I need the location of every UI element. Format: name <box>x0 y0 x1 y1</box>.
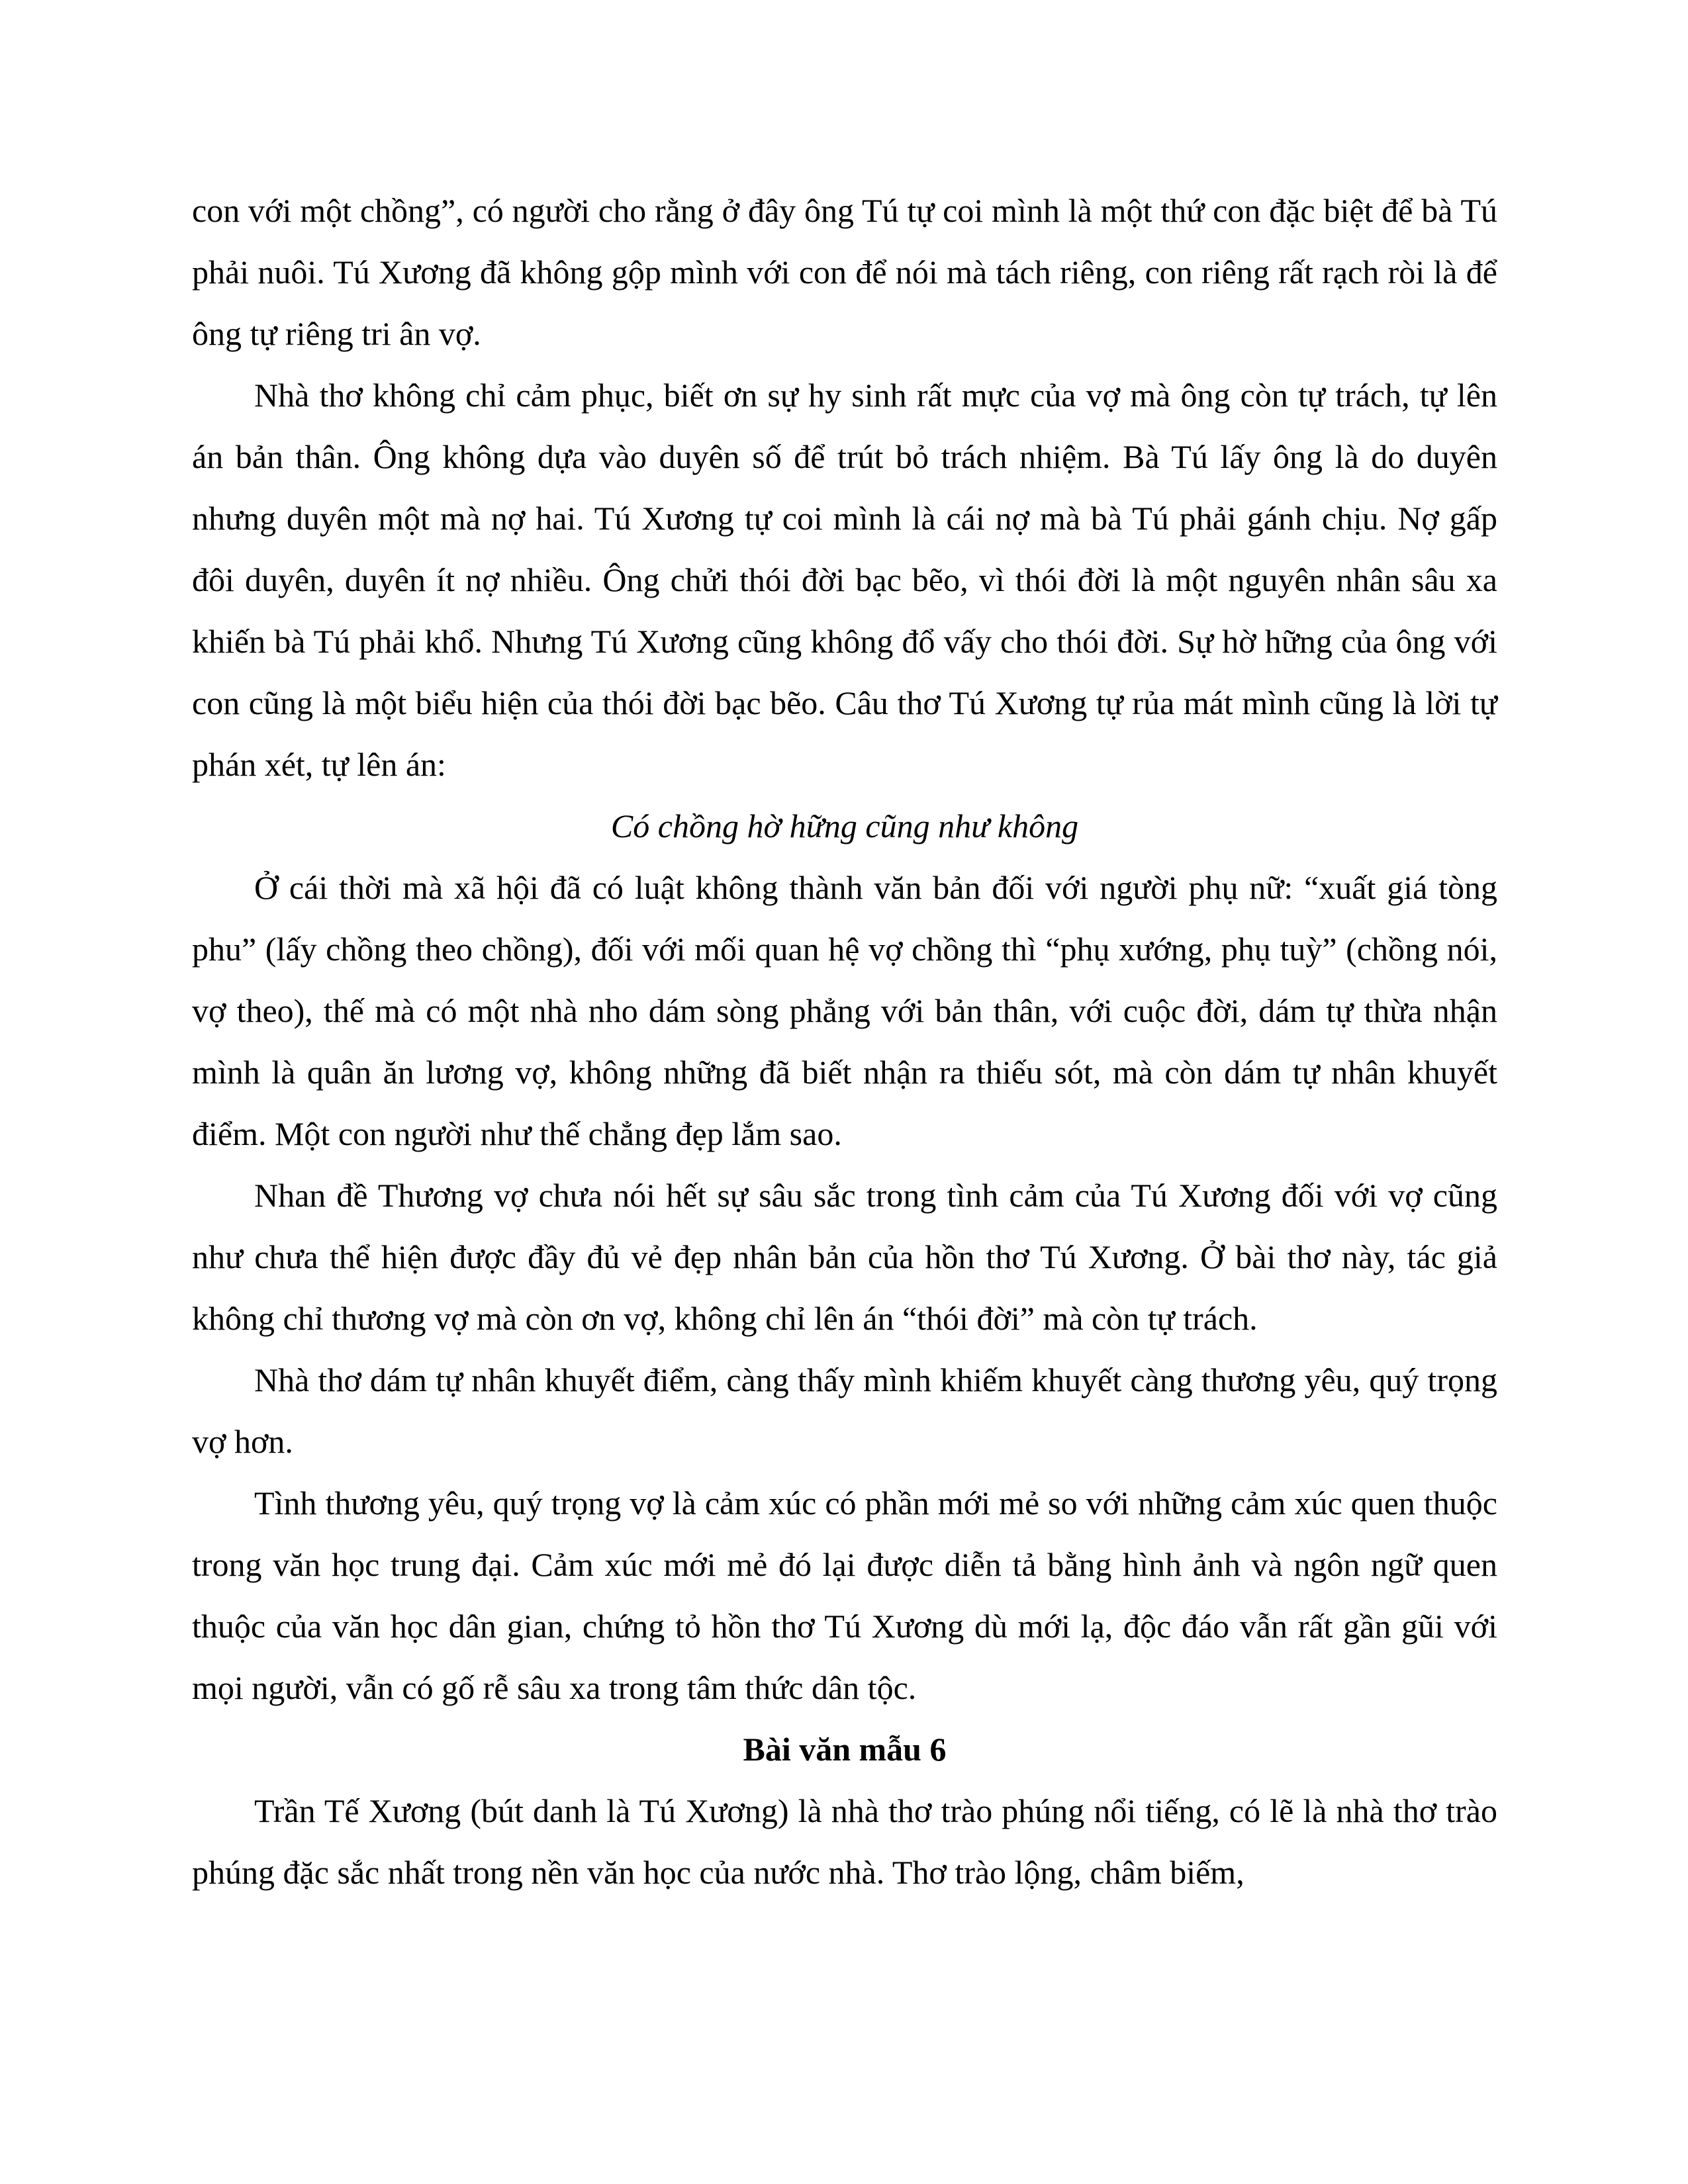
paragraph-2: Nhà thơ không chỉ cảm phục, biết ơn sự hy sinh rất mực của vợ mà ông còn tự trách, tự lên án bản thân. Ông không dựa vào duyên số để trút bỏ trách nhiệm. Bà Tú lấy ông là do duyên nhưng duyên một mà nợ hai. Tú Xương tự coi mình là cái nợ mà bà Tú phải gánh chịu. Nợ gấp đôi duyên, duyên ít nợ nhiều. Ông chửi thói đời bạc bẽo, vì thói đời là một nguyên nhân sâu xa khiến bà Tú phải khổ. Nhưng Tú Xương cũng không đổ vấy cho thói đời. Sự hờ hững của ông với con cũng là một biểu hiện của thói đời bạc bẽo. Câu thơ Tú Xương tự rủa mát mình cũng là lời tự phán xét, tự lên án: <box>192 377 1497 783</box>
section-heading: Bài văn mẫu 6 <box>743 1731 947 1768</box>
paragraph-3: Ở cái thời mà xã hội đã có luật không thành văn bản đối với người phụ nữ: “xuất giá tòng phu” (lấy chồng theo chồng), đối với mối quan hệ vợ chồng thì “phụ xướng, phụ tuỳ” (chồng nói, vợ theo), thế mà có một nhà nho dám sòng phẳng với bản thân, với cuộc đời, dám tự thừa nhận mình là quân ăn lương vợ, không những đã biết nhận ra thiếu sót, mà còn dám tự nhân khuyết điểm. Một con người như thế chẳng đẹp lắm sao. <box>192 869 1497 1152</box>
paragraph-1: con với một chồng”, có người cho rằng ở đây ông Tú tự coi mình là một thứ con đặc biệt để bà Tú phải nuôi. Tú Xương đã không gộp mình với con để nói mà tách riêng, con riêng rất rạch ròi là để ông tự riêng tri ân vợ. <box>192 192 1497 352</box>
verse-line: Có chồng hờ hững cũng như không <box>610 807 1079 844</box>
document-page <box>192 180 1497 1903</box>
paragraph-6: Tình thương yêu, quý trọng vợ là cảm xúc có phần mới mẻ so với những cảm xúc quen thuộc trong văn học trung đại. Cảm xúc mới mẻ đó lại được diễn tả bằng hình ảnh và ngôn ngữ quen thuộc của văn học dân gian, chứng tỏ hồn thơ Tú Xương dù mới lạ, độc đáo vẫn rất gần gũi với mọi người, vẫn có gố rễ sâu xa trong tâm thức dân tộc. <box>192 1484 1497 1706</box>
paragraph-4: Nhan đề Thương vợ chưa nói hết sự sâu sắc trong tình cảm của Tú Xương đối với vợ cũng như chưa thể hiện được đầy đủ vẻ đẹp nhân bản của hồn thơ Tú Xương. Ở bài thơ này, tác giả không chỉ thương vợ mà còn ơn vợ, không chỉ lên án “thói đời” mà còn tự trách. <box>192 1177 1497 1337</box>
paragraph-5: Nhà thơ dám tự nhân khuyết điểm, càng thấy mình khiếm khuyết càng thương yêu, quý trọng vợ hơn. <box>192 1361 1497 1460</box>
paragraph-7: Trần Tế Xương (bút danh là Tú Xương) là nhà thơ trào phúng nổi tiếng, có lẽ là nhà thơ trào phúng đặc sắc nhất trong nền văn học của nước nhà. Thơ trào lộng, châm biếm, <box>192 1792 1497 1891</box>
